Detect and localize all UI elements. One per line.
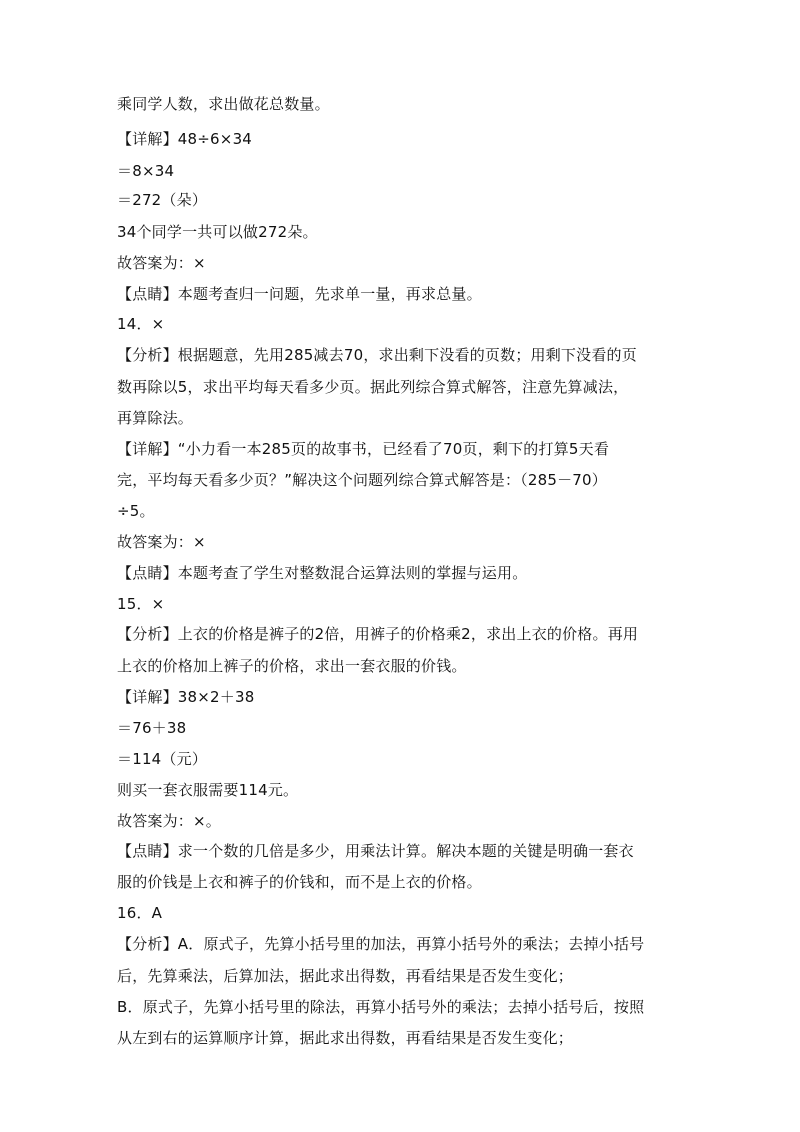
text-line: 故答案为：× (117, 533, 206, 551)
text-line: 故答案为：× (117, 254, 206, 272)
text-line: 【点睛】本题考查归一问题，先求单一量，再求总量。 (117, 285, 482, 303)
text-line: 上衣的价格加上裤子的价格，求出一套衣服的价钱。 (117, 657, 467, 675)
text-line: ＝114（元） (117, 750, 208, 768)
text-line: 16．A (117, 904, 163, 922)
text-line: 数再除以5，求出平均每天看多少页。据此列综合算式解答，注意先算减法， (117, 378, 629, 396)
text-line: 【详解】48÷6×34 (117, 130, 253, 148)
text-line: 【分析】上衣的价格是裤子的2倍，用裤子的价格乘2，求出上衣的价格。再用 (117, 625, 639, 643)
text-line: 则买一套衣服需要114元。 (117, 781, 299, 799)
text-line: 故答案为：×。 (117, 812, 221, 830)
text-line: 【分析】A．原式子，先算小括号里的加法，再算小括号外的乘法；去掉小括号 (117, 935, 645, 953)
text-line: 后，先算乘法，后算加法，据此求出得数，再看结果是否发生变化； (117, 967, 574, 985)
text-line: 【详解】“小力看一本285页的故事书，已经看了70页，剩下的打算5天看 (117, 440, 610, 458)
text-line: 完，平均每天看多少页？”解决这个问题列综合算式解答是：（285－70） (117, 471, 607, 489)
text-line: B．原式子，先算小括号里的除法，再算小括号外的乘法；去掉小括号后，按照 (117, 998, 645, 1016)
text-line: 服的价钱是上衣和裤子的价钱和，而不是上衣的价格。 (117, 873, 482, 891)
text-line: 【点睛】本题考查了学生对整数混合运算法则的掌握与运用。 (117, 564, 528, 582)
text-line: 乘同学人数，求出做花总数量。 (117, 95, 330, 113)
text-line: 15．× (117, 595, 165, 613)
text-line: ＝76＋38 (117, 719, 187, 737)
text-line: 【点睛】求一个数的几倍是多少，用乘法计算。解决本题的关键是明确一套衣 (117, 842, 634, 860)
text-line: 34个同学一共可以做272朵。 (117, 223, 318, 241)
text-line: ÷5。 (117, 502, 155, 520)
text-line: 14．× (117, 315, 165, 333)
text-line: 【详解】38×2＋38 (117, 688, 255, 706)
text-line: 从左到右的运算顺序计算，据此求出得数，再看结果是否发生变化； (117, 1029, 574, 1047)
text-line: ＝272（朵） (117, 191, 208, 209)
text-line: 再算除法。 (117, 409, 194, 427)
text-line: 【分析】根据题意，先用285减去70，求出剩下没看的页数；用剩下没看的页 (117, 346, 637, 364)
text-line: ＝8×34 (117, 162, 175, 180)
